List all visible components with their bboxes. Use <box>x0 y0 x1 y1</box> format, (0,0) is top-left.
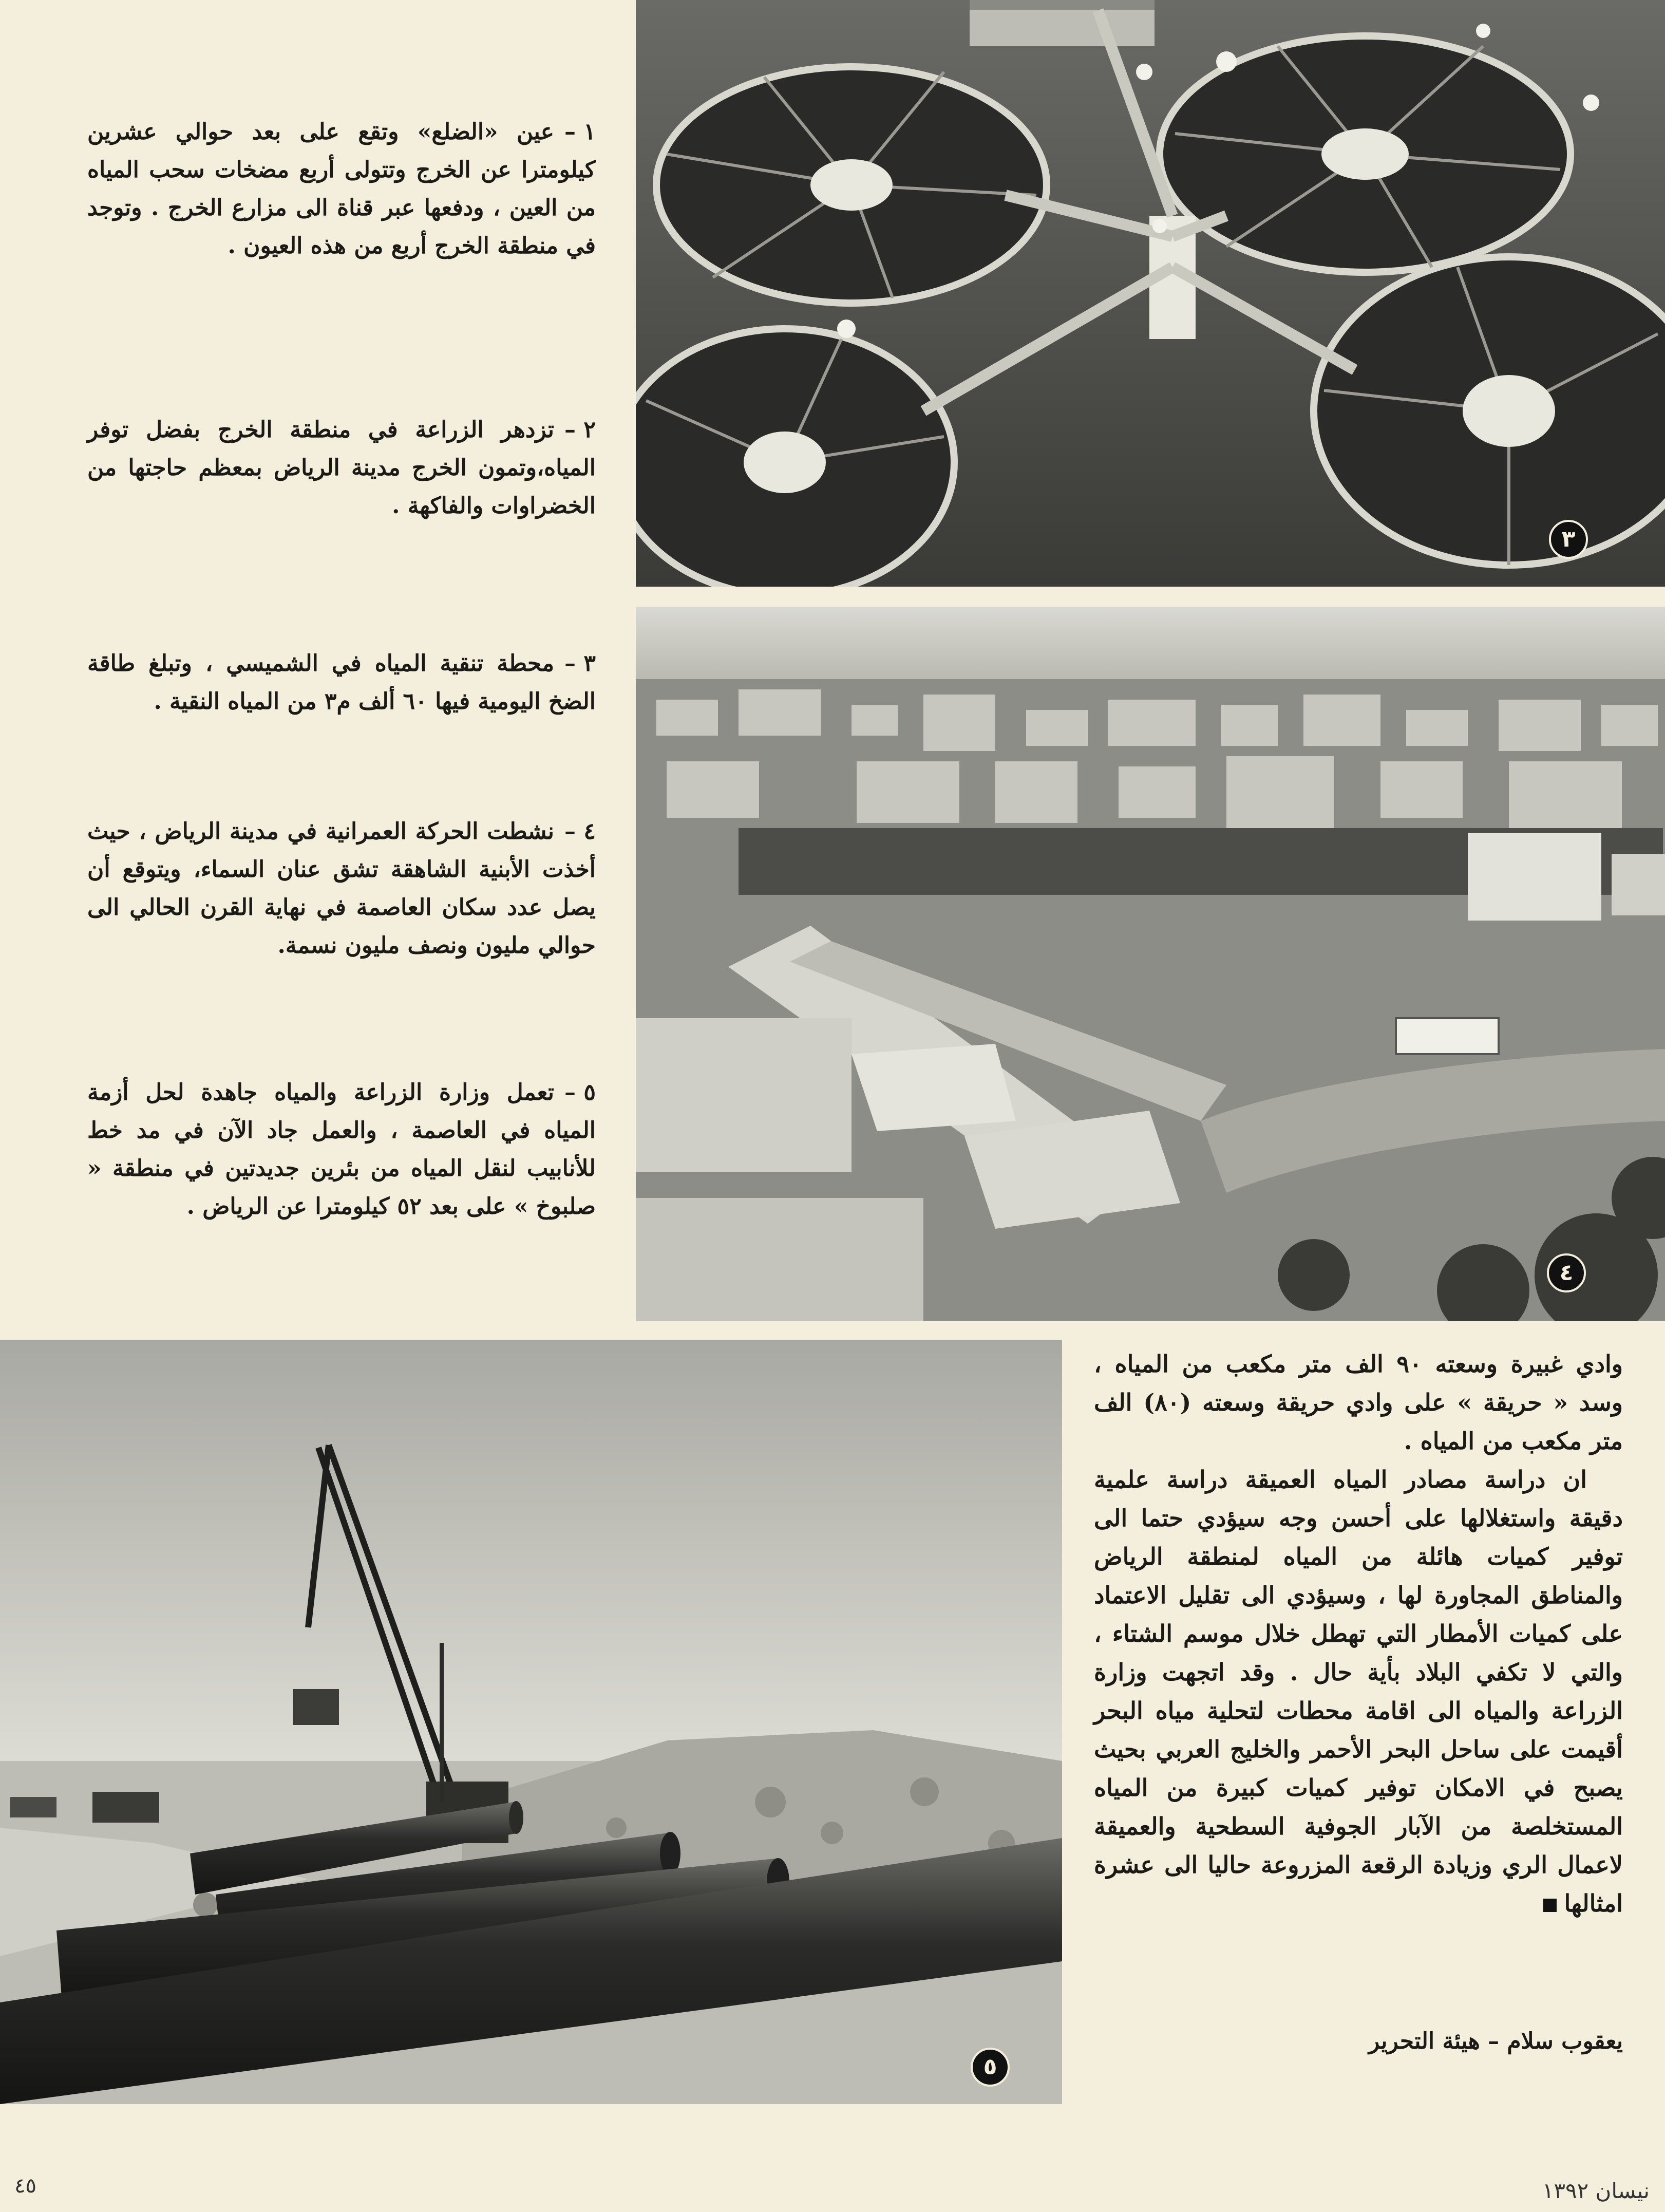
article-body <box>1094 1345 1623 1923</box>
caption-number: ٤ – <box>564 818 596 845</box>
photo-captions <box>87 103 596 1284</box>
pipeline-illustration <box>0 1340 1062 2104</box>
article-paragraph: وادي غبيرة وسعته ٩٠ الف متر مكعب من المياه ، وسد « حريقة » على وادي حريقة وسعته (٨٠) الف متر مكعب من المياه . <box>1094 1350 1623 1455</box>
end-of-article-mark <box>1543 1899 1557 1912</box>
photo-riyadh-city <box>636 607 1665 1321</box>
treatment-plant-illustration <box>636 0 1665 587</box>
photo-pipeline-construction <box>0 1340 1062 2104</box>
caption-text: نشطت الحركة العمرانية في مدينة الرياض ، حيث أخذت الأبنية الشاهقة تشق عنان السماء، ويتوقع أن يصل عدد سكان العاصمة في نهاية القرن الحالي الى حوالي مليون ونصف مليون نسمة. <box>87 818 596 959</box>
caption-number: ٥ – <box>564 1079 596 1105</box>
page-number: ٤٥ <box>14 2174 36 2198</box>
caption-4 <box>87 813 596 965</box>
caption-text: عين «الضلع» وتقع على بعد حوالي عشرين كيلومترا عن الخرج وتتولى أربع مضخات سحب المياه من العين ، ودفعها عبر قناة الى مزارع الخرج . وتوجد في منطقة الخرج أربع من هذه العيون . <box>87 119 596 259</box>
photo-number-badge: ٣ <box>1549 520 1588 559</box>
photo-water-treatment-plant <box>636 0 1665 587</box>
caption-3 <box>87 645 596 721</box>
caption-number: ١ – <box>564 119 596 145</box>
caption-text: تعمل وزارة الزراعة والمياه جاهدة لحل أزمة المياه في العاصمة ، والعمل جاد الآن في مد خط للأنابيب لنقل المياه من بئرين جديدتين في منطقة « صلبوخ » على بعد ٥٢ كيلومترا عن الرياض . <box>87 1079 596 1220</box>
caption-number: ٣ – <box>564 650 596 677</box>
byline: يعقوب سلام – هيئة التحرير <box>1369 2028 1623 2054</box>
caption-text: تزدهر الزراعة في منطقة الخرج بفضل توفر المياه،وتمون الخرج مدينة الرياض بمعظم حاجتها من الخضراوات والفاكهة . <box>87 417 596 519</box>
article-paragraph <box>1094 1460 1623 1923</box>
photo-number-badge: ٤ <box>1547 1253 1586 1292</box>
city-aerial-illustration <box>636 607 1665 1321</box>
caption-5 <box>87 1074 596 1226</box>
article-paragraph-text: ان دراسة مصادر المياه العميقة دراسة علمية دقيقة واستغلالها على أحسن وجه سيؤدي حتما الى توفير كميات هائلة من المياه لمنطقة الرياض والمناطق المجاورة لها ، وسيؤدي الى تقليل الاعتماد على كميات الأمطار التي تهطل خلال موسم الشتاء ، والتي لا تكفي البلاد بأية حال . وقد اتجهت وزارة الزراعة والمياه الى اقامة محطات لتحلية مياه البحر أقيمت على ساحل البحر الأحمر والخليج العربي بحيث يصبح في الامكان توفير كميات كبيرة من المياه المستخلصة من الآبار الجوفية السطحية والعميقة لاعمال الري وزيادة الرقعة المزروعة حاليا الى عشرة امثالها <box>1094 1466 1623 1917</box>
caption-1 <box>87 113 596 265</box>
issue-date: نيسان ١٣٩٢ <box>1542 2178 1650 2203</box>
photo-number-badge: ٥ <box>971 2048 1010 2087</box>
caption-number: ٢ – <box>564 417 596 443</box>
caption-text: محطة تنقية المياه في الشميسي ، وتبلغ طاقة الضخ اليومية فيها ٦٠ ألف م٣ من المياه النقية . <box>87 650 596 715</box>
caption-2 <box>87 411 596 525</box>
